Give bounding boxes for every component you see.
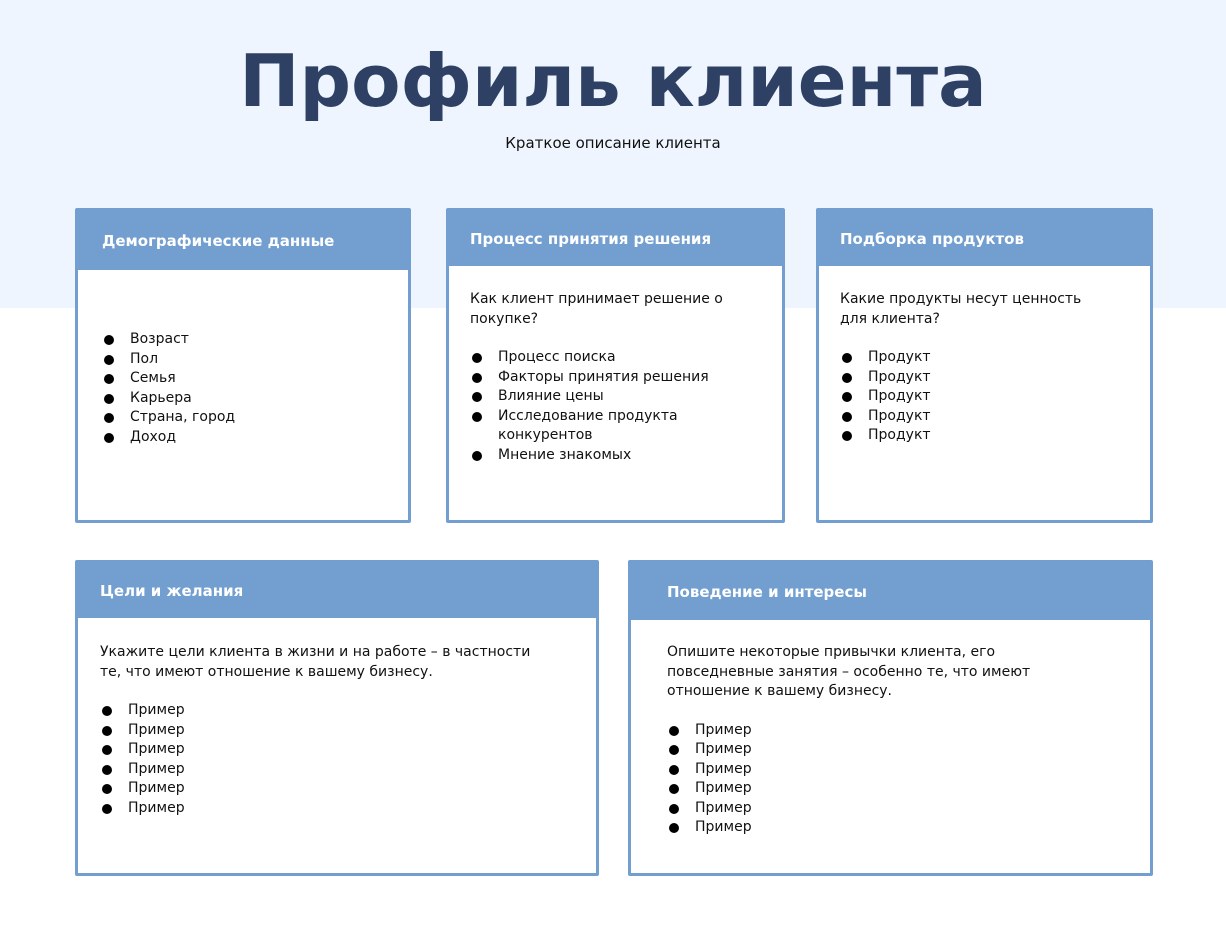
page-title: Профиль клиента bbox=[239, 39, 987, 123]
page-subtitle: Краткое описание клиента bbox=[505, 134, 721, 152]
demographics-card-header bbox=[78, 211, 408, 270]
products-card bbox=[816, 208, 1153, 523]
demographics-list bbox=[102, 330, 388, 447]
decision-process-card-title: Процесс принятия решения bbox=[470, 229, 712, 248]
demographics-card-body bbox=[78, 270, 408, 447]
list-item: Доход bbox=[102, 428, 388, 448]
list-item: Пример bbox=[667, 799, 1070, 819]
list-item: Пример bbox=[100, 799, 536, 819]
demographics-card bbox=[75, 208, 411, 523]
list-item: Пример bbox=[667, 721, 1070, 741]
list-item: Пример bbox=[100, 701, 536, 721]
list-item: Страна, город bbox=[102, 408, 388, 428]
list-item: Пример bbox=[667, 760, 1070, 780]
list-item: Факторы принятия решения bbox=[470, 368, 762, 388]
goals-intro: Укажите цели клиента в жизни и на работе – в частности те, что имеют отношение к вашему бизнесу. bbox=[100, 644, 531, 680]
list-item: Мнение знакомых bbox=[470, 446, 762, 466]
goals-card-header bbox=[78, 563, 596, 618]
decision-process-card bbox=[446, 208, 785, 523]
behavior-card-title: Поведение и интересы bbox=[667, 582, 867, 601]
list-item: Продукт bbox=[840, 348, 1110, 368]
products-card-header bbox=[819, 211, 1150, 266]
list-item: Пример bbox=[667, 779, 1070, 799]
list-item: Пол bbox=[102, 350, 388, 370]
behavior-list bbox=[667, 721, 1070, 838]
list-item: Продукт bbox=[840, 368, 1110, 388]
behavior-card-header bbox=[631, 563, 1150, 620]
list-item: Пример bbox=[667, 740, 1070, 760]
list-item: Семья bbox=[102, 369, 388, 389]
list-item: Продукт bbox=[840, 426, 1110, 446]
goals-card bbox=[75, 560, 599, 876]
list-item: Исследование продукта конкурентов bbox=[470, 407, 762, 446]
products-card-body bbox=[819, 266, 1150, 446]
products-card-title: Подборка продуктов bbox=[840, 229, 1024, 248]
list-item: Влияние цены bbox=[470, 387, 762, 407]
list-item: Пример bbox=[100, 760, 536, 780]
goals-card-title: Цели и желания bbox=[100, 581, 244, 600]
behavior-intro: Опишите некоторые привычки клиента, его повседневные занятия – особенно те, что имеют отношение к вашему бизнесу. bbox=[667, 644, 1031, 699]
products-list bbox=[840, 348, 1110, 446]
demographics-card-title: Демографические данные bbox=[102, 231, 335, 250]
list-item: Пример bbox=[100, 721, 536, 741]
decision-process-list bbox=[470, 348, 762, 465]
behavior-card-body bbox=[631, 620, 1150, 838]
list-item: Продукт bbox=[840, 407, 1110, 427]
list-item: Пример bbox=[100, 779, 536, 799]
behavior-card bbox=[628, 560, 1153, 876]
list-item: Процесс поиска bbox=[470, 348, 762, 368]
goals-card-body bbox=[78, 618, 596, 818]
list-item: Продукт bbox=[840, 387, 1110, 407]
goals-list bbox=[100, 701, 536, 818]
decision-process-card-header bbox=[449, 211, 782, 266]
decision-process-card-body bbox=[449, 266, 782, 465]
list-item: Пример bbox=[667, 818, 1070, 838]
list-item: Пример bbox=[100, 740, 536, 760]
decision-process-intro: Как клиент принимает решение о покупке? bbox=[470, 291, 723, 327]
list-item: Возраст bbox=[102, 330, 388, 350]
list-item: Карьера bbox=[102, 389, 388, 409]
products-intro: Какие продукты несут ценность для клиента? bbox=[840, 291, 1082, 327]
